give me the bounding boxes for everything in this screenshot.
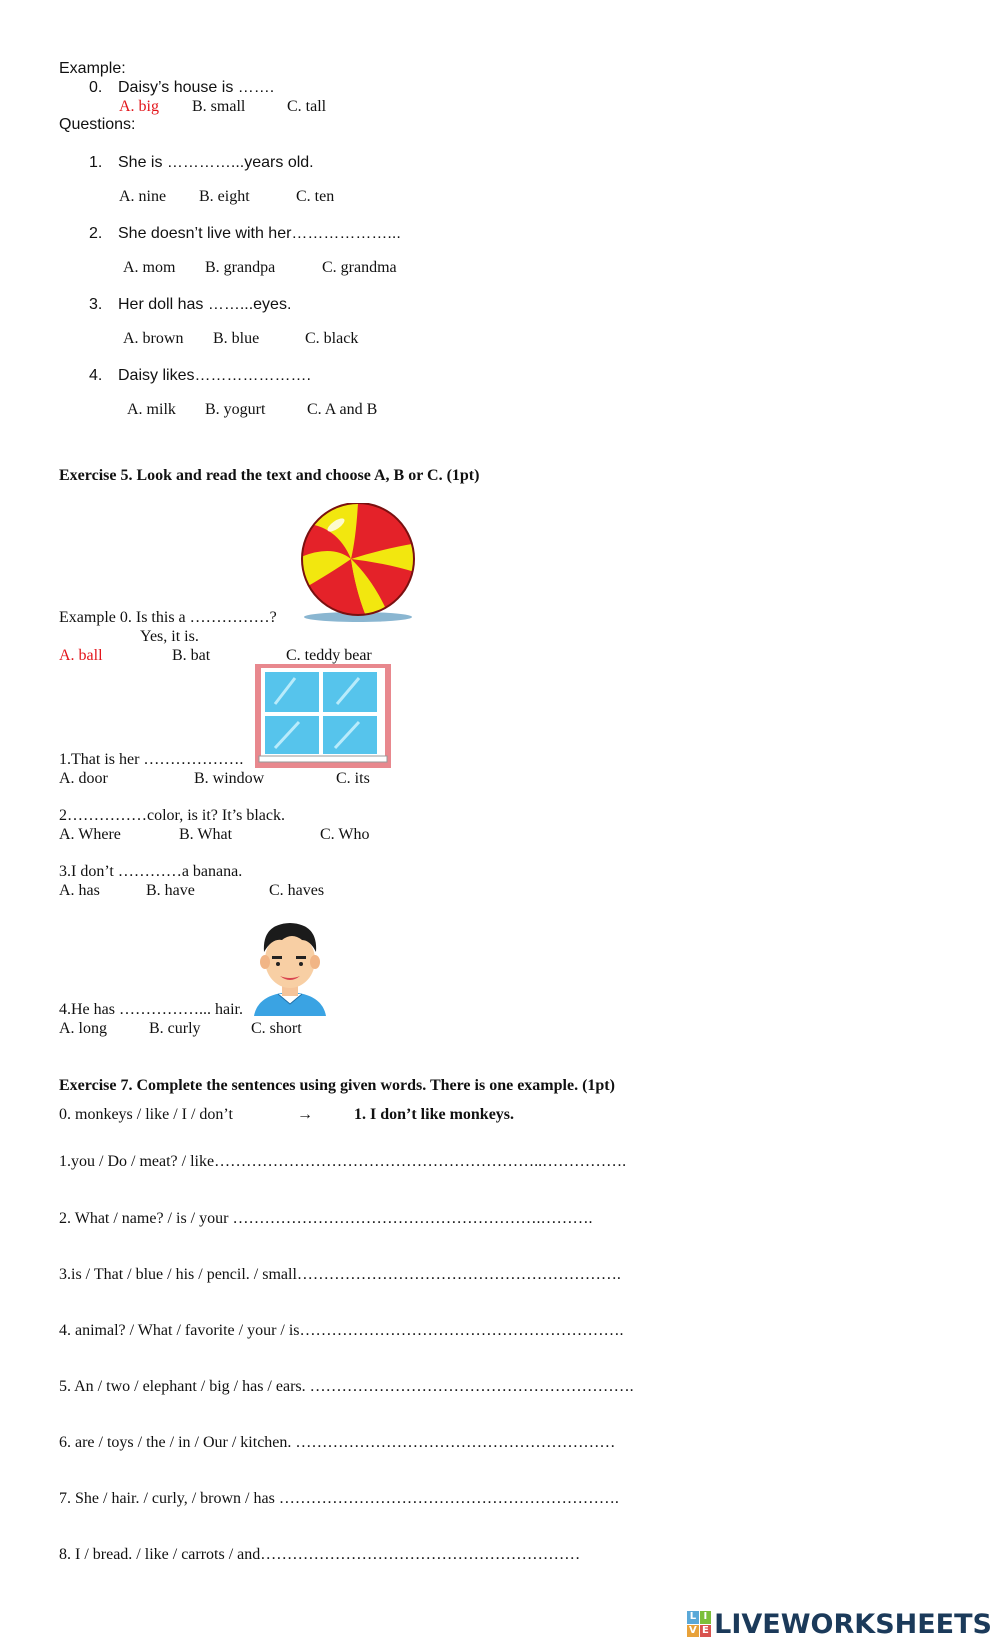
exercise-5-question-3-option-b[interactable]: B. have (146, 882, 195, 899)
question-4-number: 4. (89, 367, 103, 384)
exercise-5-title: Exercise 5. Look and read the text and choose A, B or C. (1pt) (59, 467, 480, 484)
exercise-7-item-2[interactable]: 2. What / name? / is / your ………………………………………………….………. (59, 1210, 593, 1227)
exercise-5-question-1-option-c[interactable]: C. its (336, 770, 370, 787)
question-2-option-c[interactable]: C. grandma (322, 259, 397, 276)
exercise-5-example-question: Example 0. Is this a ……………? (59, 609, 277, 626)
exercise-5-question-2-option-a[interactable]: A. Where (59, 826, 121, 843)
question-4-option-c[interactable]: C. A and B (307, 401, 378, 418)
example-option-c: C. tall (287, 98, 327, 115)
exercise-5-question-1-option-b[interactable]: B. window (194, 770, 265, 787)
exercise-7-item-8[interactable]: 8. I / bread. / like / carrots / and…………………………………………………… (59, 1546, 581, 1563)
exercise-5-example-option-b: B. bat (172, 647, 211, 664)
exercise-7-item-4[interactable]: 4. animal? / What / favorite / your / is……………………………………………………. (59, 1322, 624, 1339)
example-stem: Daisy’s house is ……. (118, 79, 275, 96)
exercise-7-item-6[interactable]: 6. are / toys / the / in / Our / kitchen. …………………………………………………… (59, 1434, 616, 1451)
question-4-option-a[interactable]: A. milk (127, 401, 176, 418)
example-option-b: B. small (192, 98, 246, 115)
question-4-stem: Daisy likes…………………. (118, 367, 311, 384)
question-3-option-b[interactable]: B. blue (213, 330, 260, 347)
exercise-5-question-1: 1.That is her ………………. (59, 751, 244, 768)
questions-label: Questions: (59, 116, 136, 133)
exercise-5-question-3: 3.I don’t …………a banana. (59, 863, 243, 880)
exercise-7-item-7[interactable]: 7. She / hair. / curly, / brown / has ………………………………………………………. (59, 1490, 619, 1507)
question-2-option-b[interactable]: B. grandpa (205, 259, 276, 276)
example-option-a: A. big (119, 98, 159, 115)
question-1-option-b[interactable]: B. eight (199, 188, 250, 205)
exercise-5-question-3-option-c[interactable]: C. haves (269, 882, 325, 899)
exercise-5-example-option-c: C. teddy bear (286, 647, 372, 664)
question-4-option-b[interactable]: B. yogurt (205, 401, 266, 418)
question-2-number: 2. (89, 225, 103, 242)
question-3-option-c[interactable]: C. black (305, 330, 359, 347)
question-1-option-c[interactable]: C. ten (296, 188, 335, 205)
exercise-7-example-prompt: 0. monkeys / like / I / don’t (59, 1106, 233, 1123)
question-3-option-a[interactable]: A. brown (123, 330, 184, 347)
exercise-5-question-4: 4.He has ……………... hair. (59, 1001, 243, 1018)
exercise-5-question-4-option-c[interactable]: C. short (251, 1020, 302, 1037)
liveworksheets-logo (687, 1607, 992, 1641)
exercise-5-question-4-option-b[interactable]: B. curly (149, 1020, 201, 1037)
ball-illustration (296, 503, 420, 623)
example-number: 0. (89, 79, 103, 96)
exercise-7-title: Exercise 7. Complete the sentences using given words. There is one example. (1pt) (59, 1077, 615, 1094)
exercise-5-question-1-option-a[interactable]: A. door (59, 770, 108, 787)
exercise-5-question-2-option-c[interactable]: C. Who (320, 826, 370, 843)
exercise-5-question-4-option-a[interactable]: A. long (59, 1020, 107, 1037)
logo-text: LIVEWORKSHEETS (714, 1608, 992, 1640)
exercise-5-example-option-a: A. ball (59, 647, 103, 664)
exercise-5-example-answer: Yes, it is. (140, 628, 199, 645)
question-1-stem: She is …………...years old. (118, 154, 314, 171)
question-1-number: 1. (89, 154, 103, 171)
exercise-5-question-2: 2……………color, is it? It’s black. (59, 807, 285, 824)
question-3-number: 3. (89, 296, 103, 313)
example-label: Example: (59, 60, 126, 77)
arrow-icon: → (297, 1106, 313, 1123)
logo-mark-icon: L I V E (687, 1611, 711, 1637)
exercise-5-question-2-option-b[interactable]: B. What (179, 826, 233, 843)
boy-illustration (252, 918, 328, 1016)
question-1-option-a[interactable]: A. nine (119, 188, 167, 205)
exercise-7-item-5[interactable]: 5. An / two / elephant / big / has / ears. ……………………………………………………. (59, 1378, 634, 1395)
exercise-5-question-3-option-a[interactable]: A. has (59, 882, 100, 899)
exercise-7-item-3[interactable]: 3.is / That / blue / his / pencil. / small……………………………………………………. (59, 1266, 621, 1283)
question-3-stem: Her doll has ……...eyes. (118, 296, 292, 313)
question-2-stem: She doesn’t live with her………………... (118, 225, 401, 242)
exercise-7-example-answer: 1. I don’t like monkeys. (354, 1106, 515, 1123)
window-illustration (255, 664, 391, 768)
question-2-option-a[interactable]: A. mom (123, 259, 176, 276)
exercise-7-item-1[interactable]: 1.you / Do / meat? / like……………………………………………………..……………. (59, 1153, 627, 1170)
